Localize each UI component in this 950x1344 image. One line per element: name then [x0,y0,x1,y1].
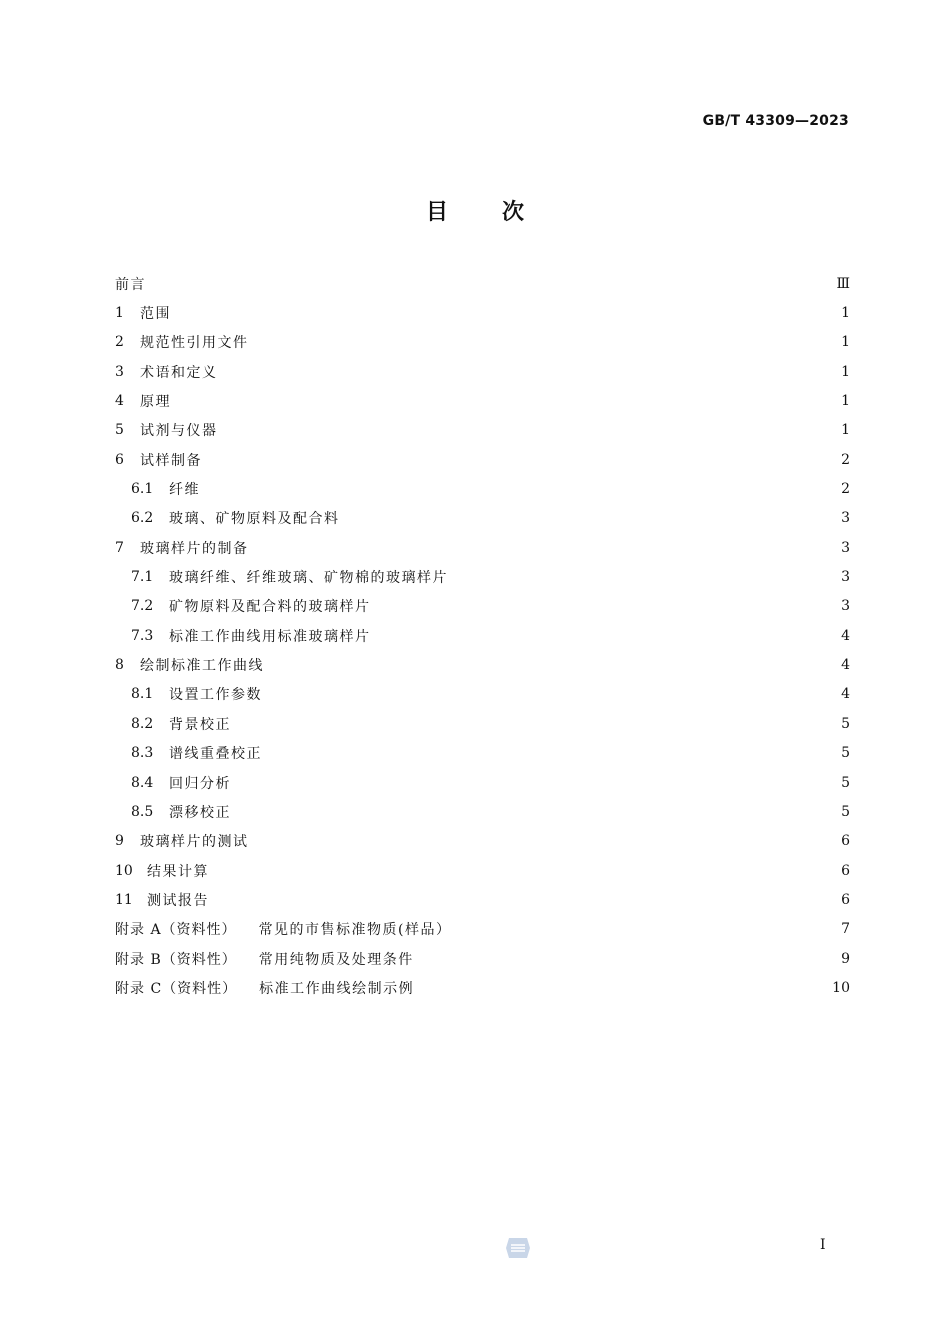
toc-entry-page: 2 [841,481,850,498]
toc-entry-title: 绘制标准工作曲线 [140,658,264,675]
toc-annex-label: 附录 A（资料性） [115,922,237,939]
toc-entry[interactable] [115,650,850,679]
dot-leader [154,277,832,291]
toc-entry-page: 1 [841,422,850,439]
toc-entry-number: 6.1 [131,481,154,498]
toc-entry-title: 术语和定义 [140,364,218,381]
toc-entry-page: 1 [841,393,850,410]
toc-entry-page: 4 [841,686,850,703]
toc-entry[interactable] [115,885,850,914]
toc-entry-title: 规范性引用文件 [140,335,249,352]
toc-entry-title: 纤维 [169,482,200,499]
dot-leader [272,658,836,672]
dot-leader [460,922,836,936]
dot-leader [348,511,837,525]
toc-entry-title: 设置工作参数 [169,687,262,704]
toc-entry-number: 8.1 [131,686,154,703]
toc-entry-title: 标准工作曲线绘制示例 [259,980,415,997]
dot-leader [379,599,837,613]
dot-leader [210,453,836,467]
toc-entry-page: 3 [841,598,850,615]
toc-entry-number: 11 [115,891,133,908]
toc-entry-number: 9 [115,833,124,850]
dot-leader [257,335,837,349]
toc-entry-title: 背景校正 [169,716,231,733]
toc-entry-number: 8.3 [131,745,154,762]
toc-entry[interactable] [115,474,850,503]
toc-entry-number: 7.1 [131,569,154,586]
toc-entry-number: 7 [115,539,124,556]
toc-entry-page: 9 [841,950,850,967]
dot-leader [257,541,837,555]
toc-entry-title: 前言 [115,276,146,293]
toc-entry-number: 8.5 [131,803,154,820]
toc-entry-number: 8.4 [131,774,154,791]
toc-entry-number: 6 [115,451,124,468]
toc-entry-page: 6 [841,862,850,879]
toc-entry[interactable] [115,768,850,797]
toc-entry-number: 10 [115,862,133,879]
toc-entry-number: 2 [115,334,124,351]
toc-entry-title: 漂移校正 [169,804,231,821]
toc-entry[interactable] [115,562,850,591]
toc-entry[interactable] [115,709,850,738]
dot-leader [239,776,836,790]
toc-entry-page: 5 [841,745,850,762]
toc-entry-number: 1 [115,305,124,322]
dot-leader [226,423,837,437]
toc-entry-page: 6 [841,891,850,908]
toc-entry-page: 5 [841,803,850,820]
toc-entry-number: 7.3 [131,627,154,644]
toc-entry-number: 8 [115,657,124,674]
toc-entry[interactable] [115,504,850,533]
dot-leader [422,981,828,995]
toc-entry-page: 5 [841,715,850,732]
toc-entry-page: 5 [841,774,850,791]
toc-entry-page: Ⅲ [836,275,850,292]
toc-entry-title: 结果计算 [147,863,209,880]
toc-annex-label: 附录 B（资料性） [115,951,237,968]
toc-entry-page: 3 [841,569,850,586]
toc-entry[interactable] [115,944,850,973]
toc-entry[interactable] [115,680,850,709]
toc-entry-title: 回归分析 [169,775,231,792]
toc-entry[interactable] [115,856,850,885]
toc-title-char-2: 次 [502,200,525,225]
dot-leader [257,834,837,848]
toc-entry-title: 矿物原料及配合料的玻璃样片 [169,599,371,616]
toc-entry-page: 1 [841,363,850,380]
toc-entry-number: 7.2 [131,598,154,615]
toc-entry-title: 玻璃样片的制备 [140,540,249,557]
toc-entry-title: 测试报告 [147,892,209,909]
toc-entry-title: 试样制备 [140,452,202,469]
toc-entry[interactable] [115,915,850,944]
toc-entry-page: 1 [841,334,850,351]
toc-entry-title: 范围 [140,306,171,323]
toc-entry[interactable] [115,797,850,826]
toc-entry[interactable] [115,298,850,327]
dot-leader [379,629,837,643]
toc-entry-title: 标准工作曲线用标准玻璃样片 [169,628,371,645]
toc-entry[interactable] [115,445,850,474]
toc-entry[interactable] [115,621,850,650]
toc-entry-title: 玻璃纤维、纤维玻璃、矿物棉的玻璃样片 [169,570,448,587]
toc-entry-title: 试剂与仪器 [140,423,218,440]
dot-leader [179,394,836,408]
toc-entry-page: 3 [841,510,850,527]
toc-entry[interactable] [115,416,850,445]
toc-entry-title: 谱线重叠校正 [169,746,262,763]
toc-entry[interactable] [115,328,850,357]
toc-entry-page: 6 [841,833,850,850]
toc-entry-number: 8.2 [131,715,154,732]
toc-entry-number: 6.2 [131,510,154,527]
toc-entry-title: 常用纯物质及处理条件 [258,951,414,968]
toc-entry[interactable] [115,269,850,298]
toc-entry-number: 5 [115,422,124,439]
toc-entry-number: 3 [115,363,124,380]
toc-entry[interactable] [115,739,850,768]
toc-entry[interactable] [115,973,850,1002]
dot-leader [226,365,837,379]
toc-entry-page: 1 [841,305,850,322]
sac-logo-icon [505,1236,531,1260]
toc-entry-title: 玻璃样片的测试 [140,834,249,851]
dot-leader [208,482,836,496]
table-of-contents [115,269,850,1003]
dot-leader [179,306,836,320]
toc-title [0,195,950,226]
toc-entry[interactable] [115,533,850,562]
toc-entry-page: 7 [841,921,850,938]
toc-entry-page: 3 [841,539,850,556]
standard-code: GB/T 43309—2023 [702,113,849,129]
dot-leader [456,570,836,584]
toc-title-char-1: 目 [425,200,448,225]
toc-entry-page: 4 [841,657,850,674]
toc-entry[interactable] [115,592,850,621]
toc-annex-label: 附录 C（资料性） [115,980,238,997]
toc-entry[interactable] [115,357,850,386]
dot-leader [422,952,836,966]
toc-entry-page: 4 [841,627,850,644]
toc-entry-number: 4 [115,393,124,410]
toc-entry-page: 10 [832,979,850,996]
dot-leader [217,893,836,907]
dot-leader [270,746,836,760]
dot-leader [239,717,836,731]
toc-entry[interactable] [115,386,850,415]
dot-leader [270,687,836,701]
toc-entry-page: 2 [841,451,850,468]
toc-entry-title: 原理 [140,394,171,411]
toc-entry-title: 常见的市售标准物质(样品） [258,922,452,939]
dot-leader [217,864,836,878]
dot-leader [239,805,836,819]
footer-page-number: I [820,1237,826,1253]
toc-entry[interactable] [115,827,850,856]
toc-entry-title: 玻璃、矿物原料及配合料 [169,511,340,528]
